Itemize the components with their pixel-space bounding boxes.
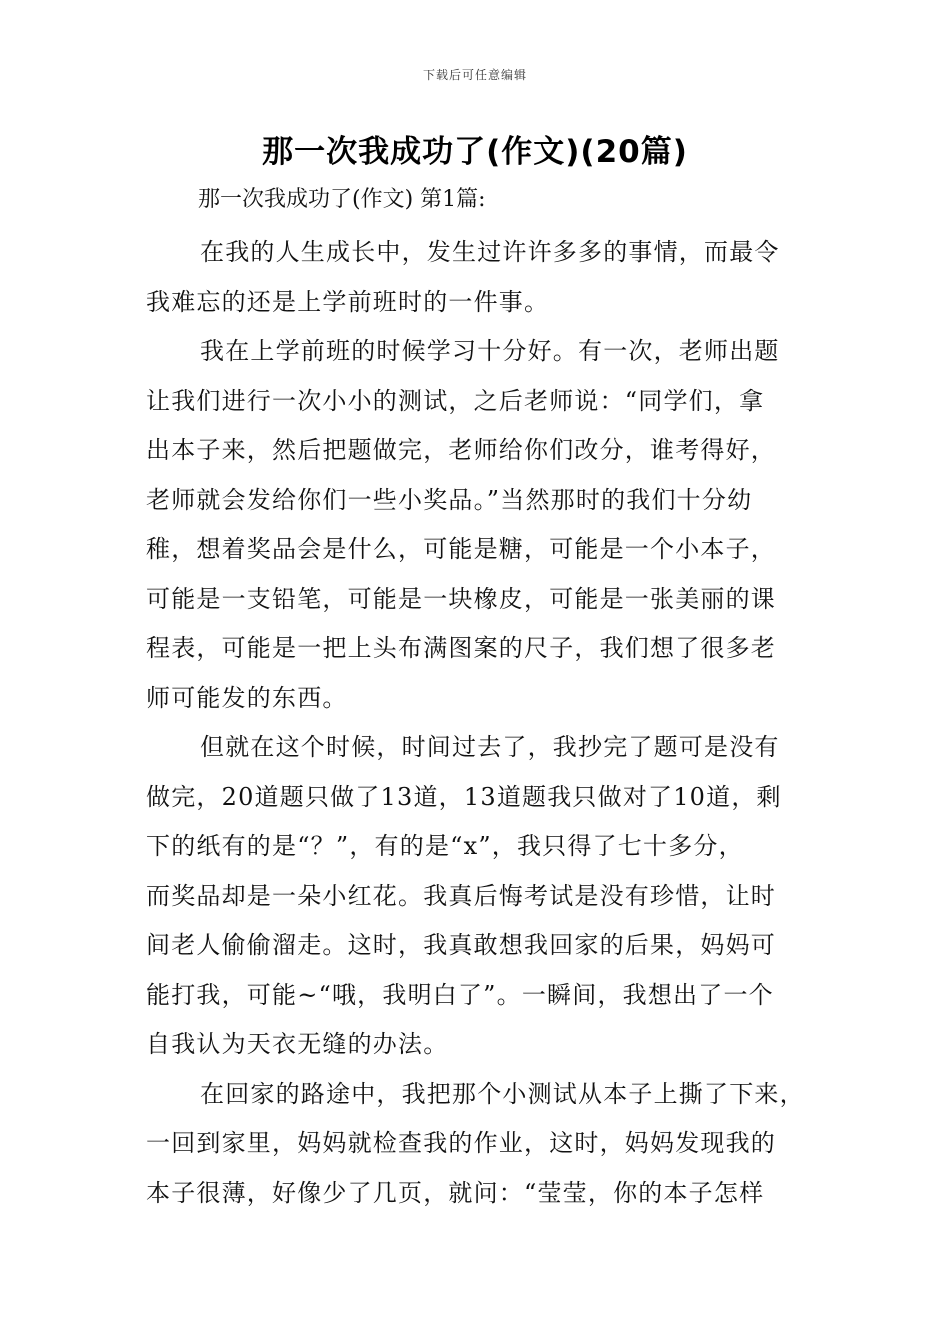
text-line: 做完，20道题只做了13道，13道题我只做对了10道，剩	[146, 782, 782, 811]
text-line: 老师就会发给你们一些小奖品。”当然那时的我们十分幼	[146, 485, 753, 514]
text-line: 在我的人生成长中，发生过许许多多的事情，而最令	[200, 238, 780, 266]
text-line: 出本子来，然后把题做完，老师给你们改分，谁考得好，	[146, 436, 776, 464]
paragraph-3	[146, 723, 806, 1070]
text-line: 稚，想着奖品会是什么，可能是糖，可能是一个小本子，	[146, 535, 776, 563]
text-line: 而奖品却是一朵小红花。我真后悔考试是没有珍惜，让时	[146, 881, 776, 910]
essay-subtitle: 那一次我成功了(作文) 第1篇:	[198, 187, 486, 212]
text-line: 可能是一支铅笔，可能是一块橡皮，可能是一张美丽的课	[146, 584, 776, 613]
text-line: 自我认为天衣无缝的办法。	[146, 1030, 449, 1058]
text-line: 让我们进行一次小小的测试，之后老师说：“同学们，拿	[146, 386, 765, 415]
text-line: 师可能发的东西。	[146, 683, 348, 712]
text-line: 程表，可能是一把上头布满图案的尺子，我们想了很多老	[146, 634, 776, 662]
text-line: 下的纸有的是“？”，有的是“x”，我只得了七十多分，	[146, 832, 744, 860]
header-note: 下载后可任意编辑	[422, 68, 527, 82]
text-line: 本子很薄，好像少了几页，就问：“莹莹，你的本子怎样	[146, 1178, 765, 1207]
text-line: 我难忘的还是上学前班时的一件事。	[146, 287, 550, 316]
paragraph-4	[146, 1070, 806, 1219]
text-line: 但就在这个时候，时间过去了，我抄完了题可是没有	[200, 733, 780, 761]
essay-body	[146, 228, 806, 1218]
paragraph-2	[146, 327, 806, 723]
document-title: 那一次我成功了(作文)(20篇)	[262, 134, 688, 170]
text-line: 间老人偷偷溜走。这时，我真敢想我回家的后果，妈妈可	[146, 931, 776, 959]
text-line: 我在上学前班的时候学习十分好。有一次，老师出题	[200, 337, 780, 365]
text-line: 一回到家里，妈妈就检查我的作业，这时，妈妈发现我的	[146, 1129, 776, 1157]
text-line: 在回家的路途中，我把那个小测试从本子上撕了下来，	[200, 1079, 805, 1108]
text-line: 能打我，可能~“哦，我明白了”。一瞬间，我想出了一个	[146, 980, 774, 1009]
paragraph-1	[146, 228, 806, 327]
